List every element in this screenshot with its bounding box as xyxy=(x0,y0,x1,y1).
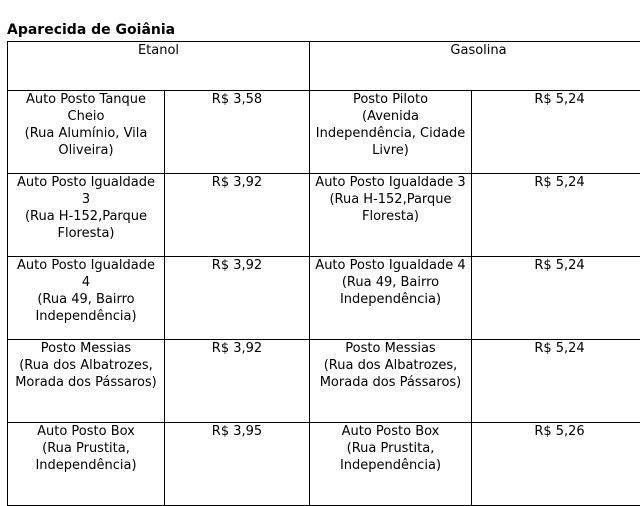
etanol-station-cell xyxy=(8,340,165,423)
table-row xyxy=(8,91,640,174)
station-address: (Rua Prustita, Independência) xyxy=(339,441,442,473)
station-address: (Rua Alumínio, Vila Oliveira) xyxy=(24,126,148,158)
station-address: (Rua dos Albatrozes, Morada dos Pássaros) xyxy=(15,358,157,390)
table-row xyxy=(8,257,640,340)
etanol-price: R$ 3,58 xyxy=(165,91,310,174)
table-header-row xyxy=(8,42,640,91)
station-name: Auto Posto Igualdade 3 xyxy=(17,175,155,207)
station-name: Auto Posto Box xyxy=(341,424,440,439)
fuel-price-table xyxy=(7,41,640,506)
gasolina-station-cell xyxy=(310,91,472,174)
gasolina-station-cell xyxy=(310,174,472,257)
etanol-station-cell xyxy=(8,257,165,340)
station-address: (Rua 49, Bairro Independência) xyxy=(35,292,137,324)
etanol-price: R$ 3,95 xyxy=(165,423,310,506)
page-title: Aparecida de Goiânia xyxy=(7,22,176,38)
station-name: Posto Piloto xyxy=(352,92,429,107)
station-name: Auto Posto Tanque Cheio xyxy=(25,92,147,124)
etanol-price: R$ 3,92 xyxy=(165,340,310,423)
table-row xyxy=(8,174,640,257)
station-name: Auto Posto Box xyxy=(37,424,135,439)
gasolina-station-cell xyxy=(310,257,472,340)
station-address: (Rua dos Albatrozes, Morada dos Pássaros) xyxy=(319,358,462,390)
station-address: (Rua H-152,Parque Floresta) xyxy=(24,209,148,241)
etanol-station-cell xyxy=(8,423,165,506)
station-address: (Avenida Independência, Cidade Livre) xyxy=(315,109,466,158)
gasolina-price: R$ 5,24 xyxy=(472,91,640,174)
station-address: (Rua H-152,Parque Floresta) xyxy=(329,192,452,224)
etanol-price: R$ 3,92 xyxy=(165,174,310,257)
station-address: (Rua 49, Bairro Independência) xyxy=(339,275,442,307)
station-name: Auto Posto Igualdade 4 xyxy=(315,258,466,273)
gasolina-price: R$ 5,26 xyxy=(472,423,640,506)
etanol-station-cell xyxy=(8,174,165,257)
station-name: Posto Messias xyxy=(345,341,436,356)
station-address: (Rua Prustita, Independência) xyxy=(35,441,137,473)
table-row xyxy=(8,340,640,423)
station-name: Auto Posto Igualdade 3 xyxy=(315,175,466,190)
gasolina-station-cell xyxy=(310,340,472,423)
etanol-price: R$ 3,92 xyxy=(165,257,310,340)
gasolina-price: R$ 5,24 xyxy=(472,340,640,423)
table-row xyxy=(8,423,640,506)
station-name: Auto Posto Igualdade 4 xyxy=(17,258,155,290)
header-etanol: Etanol xyxy=(8,42,310,91)
station-name: Posto Messias xyxy=(40,341,132,356)
gasolina-price: R$ 5,24 xyxy=(472,257,640,340)
etanol-station-cell xyxy=(8,91,165,174)
header-gasolina: Gasolina xyxy=(310,42,640,91)
gasolina-station-cell xyxy=(310,423,472,506)
gasolina-price: R$ 5,24 xyxy=(472,174,640,257)
